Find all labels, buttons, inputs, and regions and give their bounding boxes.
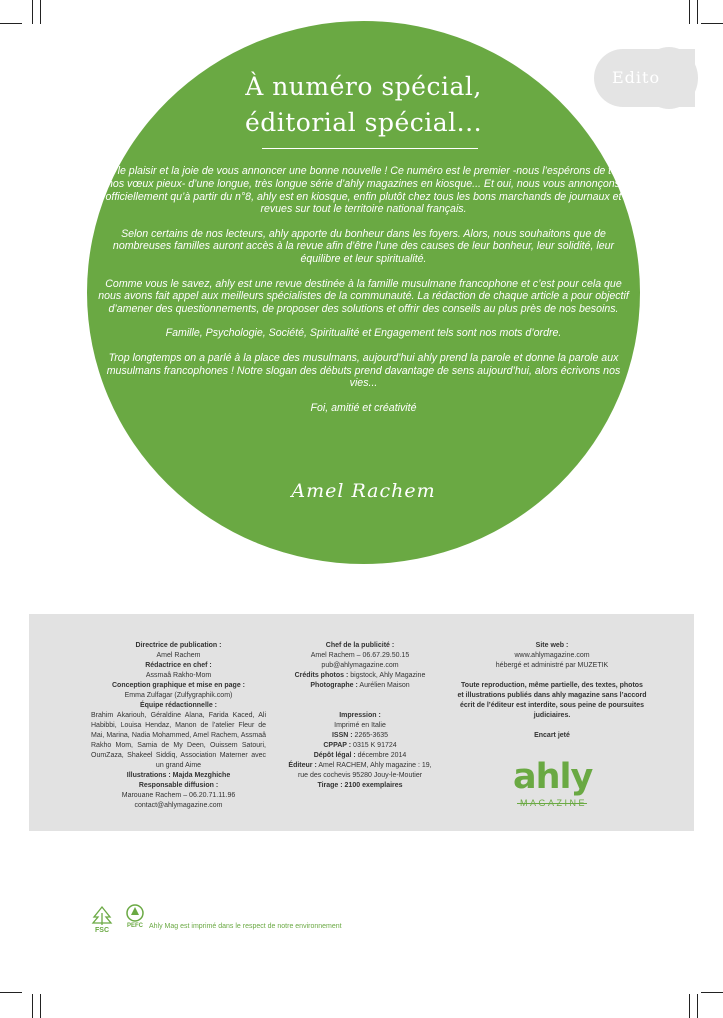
- credit-value: hébergé et administré par MUZETIK: [495, 662, 609, 669]
- credits-column-1: [91, 641, 266, 811]
- credit-value: Amel Rachem: [156, 652, 201, 659]
- credit-label: Dépôt légal :: [313, 752, 356, 759]
- crop-mark: [32, 0, 33, 24]
- credit-label: Impression :: [339, 712, 381, 719]
- fsc-logo-icon: [90, 905, 114, 933]
- credit-label: Crédits photos :: [294, 672, 349, 679]
- crop-mark: [0, 23, 22, 24]
- editorial-title-line2: éditorial spécial...: [244, 108, 483, 137]
- section-tab-label: Edito: [612, 68, 661, 87]
- editorial-paragraph: J’ai le plaisir et la joie de vous annoncer une bonne nouvelle ! Ce numéro est le premier -nous l’espérons de tous nos vœux pieux- d’une longue, très longue série d’ahly magazines en kiosque... Et oui, nous vous annonçons officiellement qu’à partir du n°8, ahly est en kiosque, enfin plutôt chez tous les bons marchands de journaux et revues sur tout le territoire national français.: [98, 165, 629, 216]
- crop-mark: [701, 23, 723, 24]
- editorial-paragraph: Famille, Psychologie, Société, Spiritualité et Engagement tels sont nos mots d’ordre.: [165, 327, 562, 340]
- credit-value: Amel Rachem – 06.67.29.50.15: [310, 652, 410, 659]
- credit-label: Responsable diffusion :: [138, 782, 219, 789]
- rights-notice: Toute reproduction, même partielle, des textes, photos et illustrations publiés dans ahly magazine sans l’accord écrit de l’éditeur est interdite, sous peine de poursuites judiciaires.: [457, 682, 647, 719]
- credit-value: Brahim Akariouh, Géraldine Alana, Farida Kaced, Ali Habibbi, Louisa Hendaz, Manon de l’atelier Fleur de Mai, Marina, Nadia Mohammed, Amel Rachem, Assmaâ Rakho Mom, Samia de My Deen, Ouissem Satouri, OumZaza, Shakeel Siddiq, Association Materner avec un grand Aime: [91, 712, 266, 769]
- credit-label: Équipe rédactionnelle :: [139, 702, 217, 709]
- crop-mark: [689, 0, 690, 24]
- credit-value: décembre 2014: [357, 752, 407, 759]
- crop-mark: [689, 994, 690, 1018]
- website-link[interactable]: www.ahlymagazine.com: [514, 652, 590, 659]
- credit-value: Amel RACHEM, Ahly magazine : 19, rue des cochevis 95280 Jouy-le-Moutier: [297, 762, 432, 779]
- crop-mark: [701, 992, 723, 993]
- credit-label: Photographe :: [310, 682, 358, 689]
- credits-panel: [29, 614, 694, 831]
- credit-value: Marouane Rachem – 06.20.71.11.96: [121, 792, 236, 799]
- environment-note: Ahly Mag est imprimé dans le respect de notre environnement: [149, 923, 342, 930]
- editorial-title-line1: À numéro spécial,: [245, 72, 482, 101]
- credit-value: Assmaâ Rakho-Mom: [145, 672, 212, 679]
- credits-column-3: [457, 641, 647, 741]
- crop-mark: [40, 0, 41, 24]
- editorial-signature: Amel Rachem: [291, 480, 436, 502]
- credit-label: ISSN :: [331, 732, 353, 739]
- contact-email: contact@ahlymagazine.com: [134, 802, 223, 809]
- credit-label: Tirage :: [317, 782, 343, 789]
- credit-value: Imprimé en Italie: [334, 722, 386, 729]
- credit-value: 2265-3635: [354, 732, 389, 739]
- credit-label: Illustrations : Majda Mezghiche: [126, 772, 231, 779]
- ads-email: pub@ahlymagazine.com: [321, 662, 399, 669]
- crop-mark: [40, 994, 41, 1018]
- credit-value: bigstock, Ahly Magazine: [350, 672, 426, 679]
- credit-label: Site web :: [535, 642, 569, 649]
- editorial-paragraph: Foi, amitié et créativité: [310, 401, 417, 414]
- credit-label: Conception graphique et mise en page :: [111, 682, 246, 689]
- editorial-paragraph: Trop longtemps on a parlé à la place des musulmans, aujourd’hui ahly prend la parole et donne la parole aux musulmans francophones ! Notre slogan des débuts prend davantage de sens aujourd’hui, alors écrivons nos vies...: [106, 351, 621, 390]
- insert-note: Encart jeté: [534, 732, 570, 739]
- credit-value: Emma Zulfagar (Zulfygraphik.com): [124, 692, 233, 699]
- editorial-paragraph: Comme vous le savez, ahly est une revue destinée à la famille musulmane francophone et c’est pour cela que nous avons fait appel aux meilleurs spécialistes de la communauté. La rédaction de chaque article a pour objectif d’amener des questionnements, de proposer des solutions et offrir des conseils au plus près de nos besoins.: [98, 277, 629, 316]
- crop-mark: [697, 0, 698, 24]
- pefc-logo-icon: [124, 903, 146, 933]
- credit-label: Rédactrice en chef :: [145, 662, 212, 669]
- credit-label: Directrice de publication :: [135, 642, 222, 649]
- crop-mark: [697, 994, 698, 1018]
- crop-mark: [0, 992, 22, 993]
- credit-value: Aurélien Maison: [359, 682, 410, 689]
- ahly-logo-subtitle: MAGAZINE: [520, 798, 588, 808]
- fsc-label: FSC: [95, 927, 109, 933]
- credit-value: 2100 exemplaires: [344, 782, 403, 789]
- title-divider: [262, 148, 478, 149]
- credit-label: CPPAP :: [323, 742, 352, 749]
- credit-label: Chef de la publicité :: [325, 642, 395, 649]
- pefc-label: PEFC: [126, 923, 144, 929]
- credit-value: 0315 K 91724: [353, 742, 397, 749]
- crop-mark: [32, 994, 33, 1018]
- ahly-logo: ahly: [513, 757, 593, 797]
- credit-label: Éditeur :: [288, 762, 317, 769]
- editorial-paragraph: Selon certains de nos lecteurs, ahly apporte du bonheur dans les foyers. Alors, nous souhaitons que de nombreuses familles auront accès à la revue afin d’être l’une des causes de leur bonheur, leur solidité, leur équilibre et leur spiritualité.: [112, 227, 615, 266]
- credits-column-2: [285, 641, 435, 791]
- editorial-body: [98, 165, 629, 426]
